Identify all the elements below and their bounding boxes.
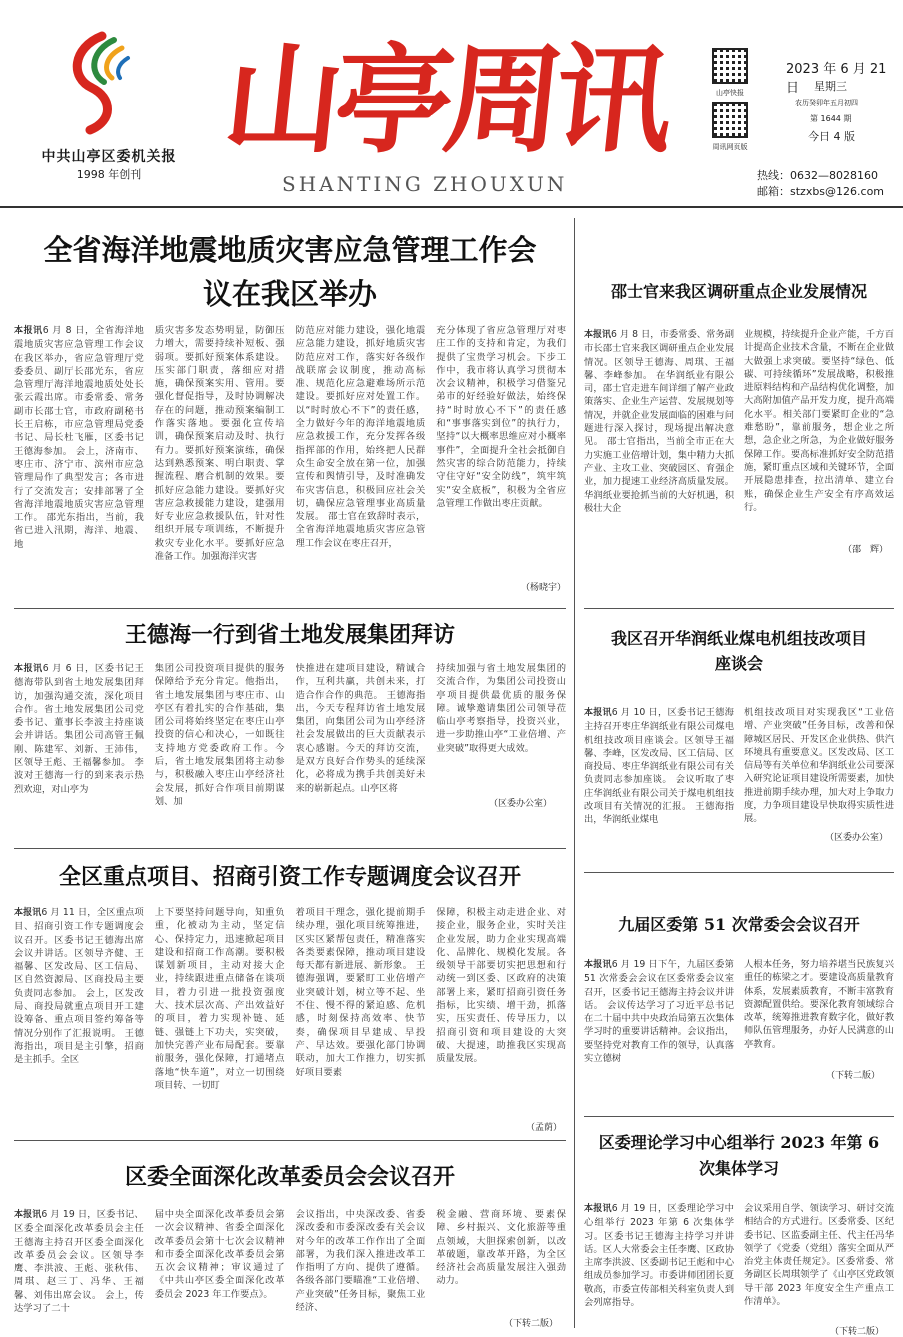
article-headline[interactable]: 区委全面深化改革委员会会议召开 [124,1164,455,1190]
page-count: 今日 4 版 [808,130,855,143]
article-a3 [14,860,566,1133]
article-divider [584,608,894,609]
article-text: 届中央全面深化改革委员会第一次会议精神、省委全面深化改革委员会第十七次会议精神和市委全面深化改革委员会第五次会议精神；审议通过了《中共山亭区委全面深化改革委员会 2023 年工作要点》。 [154,1209,285,1300]
article-text: 税金融、营商环境、要素保障、乡村振兴、文化旅游等重点领域，大胆探索创新，以改革破题，靠改革开路，为全区经济社会高质量发展注入强劲动力。 [436,1209,566,1287]
article-text: 6 月 19 日，区委理论学习中心组举行 2023 年第 6 次集体学习。区委书记王德海主持学习并讲话。区人大常委会主任李鹰、区政协主席李洪波、区委副书记王彪和中心组成员参加学习。市委讲师团团长夏敬高，市委宣传部相关科室负责人到会列席指导。 [584,1203,734,1309]
article-text: 着项目干理念，强化提前期手续办理，强化项目统筹推进，区实区紧帮包责任，精准落实各类要素保障，推动项目建设每天都有新进展、新形象。 王德海强调，要紧盯工业倍增产业突破计划，树立等不起、坐不住、慢不得的紧迫感、危机感，时刻保持高效率、快节奏，确保项目早建成、早投产、早达效。要强化部门协调联动，加大工作推力，切实抓好项目要素 [295,907,426,1078]
byline: 本报讯 [584,1204,612,1214]
article-headline[interactable]: 王德海一行到省土地发展集团拜访 [124,622,455,648]
column-divider [574,218,575,1328]
article-divider [14,848,566,849]
byline: 本报讯 [584,330,612,340]
byline: 本报讯 [14,664,43,674]
article-a2 [14,618,566,809]
article-b4 [584,1130,894,1337]
article-text: 6 月 6 日，区委书记王德海带队到省土地发展集团拜访，加强沟通交流，深化项目合作。省土地发展集团公司党委书记、董事长李波主持座谈会并讲话。集团公司高管王佩刚、陈建军、刘新、王沛伟，区领导王彪、王福馨参加。 李波对王德海一行的到来表示热烈欢迎，对山亭为 [14,663,144,795]
article-text: 快推进在建项目建设，精诚合作，互利共赢，共创未来，打造合作合作的典范。 王德海指出，今天专程拜访省土地发展集团，向集团公司为山亭经济社会发展做出的巨大贡献表示衷心感谢。今天的拜访交流，是双方良好合作势头的延续深化，必将成为携手共创美好未来的崭新起点。山亭区将 [295,663,426,794]
masthead-divider [0,206,903,208]
article-headline[interactable]: 议在我区举办 [202,277,377,311]
lunar-date: 农历癸卯年五月初四 [795,99,858,107]
article-headline[interactable]: 九届区委第 51 次常委会会议召开 [618,915,860,934]
article-text: 机组技改项目对实现我区“工业倍增、产业突破”任务目标，改善和保障城区居民、开发区企业供热、供汽环境具有重要意义。区发改局、区工信局等有关单位和华润纸业公司要深入研究论证项目建设所需要素，加快推进前期手续办理，加大对上争取力度，力争项目建设早快取得实质性进展。 [744,707,894,825]
byline: 本报讯 [14,1210,42,1220]
qr-caption: 山亭快报 [716,89,744,97]
article-divider [584,872,894,873]
article-divider [14,608,566,609]
article-text: 人根本任务，努力培养堪当民族复兴重任的栋梁之才。要建设高质量教育体系，发展素质教育，不断丰富教育资源配置供给。要深化教育领域综合改革，统筹推进教育数字化，做好教师队伍管理服务，办好人民满意的山亭教育。 [744,959,894,1050]
founded-label: 1998 年创刊 [76,168,142,181]
article-text: 6 月 11 日，全区重点项目、招商引资工作专题调度会议召开。区委书记王德海出席会议并讲话。区领导齐健、王福馨、区发改局、区工信局、区自然资源局、区商投局主要负责同志参加。 会上，区发改局、商投局就重点项目开工建设筹备、重点项目签约筹备等情况分别作了汇报说明。 王德海指出，项目是主引擎，招商是主抓手。全区 [14,907,144,1066]
article-text: 持续加强与省土地发展集团的交流合作，为集团公司投资山亭项目提供最优质的服务保障。诚挚邀请集团公司领导莅临山亭考察指导，投资兴业，进一步助推山亭“工业倍增、产业突破”取得更大成效。 [436,663,566,754]
article-headline[interactable]: 区委理论学习中心组举行 2023 年第 6 [598,1133,880,1152]
party-logo-icon [62,28,142,136]
article-headline[interactable]: 次集体学习 [698,1159,779,1178]
qr-code-icon[interactable] [712,48,748,84]
article-author: （区委办公室） [824,833,888,843]
article-author: （邵 辉） [842,545,888,555]
article-author: （区委办公室） [488,799,552,809]
article-text: 6 月 19 日下午，九届区委第 51 次常委会会议在区委常委会议室召开，区委书记王德海主持会议并讲话。 会议传达学习了习近平总书记在二十届中共中央政治局第五次集体学习时的重要讲话精神。会议指出，要坚持党对教育工作的领导，认真落实立德树 [584,959,734,1065]
article-headline[interactable]: 我区召开华润纸业煤电机组技改项目 [610,629,867,648]
article-author: （孟荫） [525,1123,562,1133]
article-text: 防范应对能力建设，强化地震应急能力建设，抓好地质灾害防范应对工作，落实好各级作战联席会议制度，推动高标准、规范化应急避难场所示范建设。要抓好应对处置工作。以“时时放心不下”的责任感，全力做好今年的海洋地震地质应急救援工作，充分发挥各级指挥部的作用，始终把人民群众生命安全放在第一位，加强宣传和舆情引导，及时准确发布灾害信息，积极回应社会关切，确保应急管理事业高质量发展。 邵士官在致辞时表示，全省海洋地震地质灾害应急管理工作会议在枣庄召开， [295,325,426,549]
issue-date: 2023 年 6 月 21 日 [786,62,887,96]
article-text: 会议指出，中央深改委、省委深改委和市委深改委有关会议对今年的改革工作作出了全面部署，为我们深入推进改革工作指明了方向、提供了遵循。各级各部门要瞄准“工业倍增、产业突破”任务目标，聚焦工业经济、 [295,1209,426,1314]
article-author: （下转二版） [503,1319,558,1329]
qr-code-icon[interactable] [712,102,748,138]
party-organ-label: 中共山亭区委机关报 [41,149,177,165]
byline: 本报讯 [14,908,42,918]
article-a4 [14,1160,566,1329]
article-headline[interactable]: 座谈会 [714,654,763,673]
article-b3 [584,912,894,1081]
article-author: （杨晓宇） [520,583,566,593]
article-b2 [584,626,894,843]
article-text: 6 月 8 日，市委常委、常务副市长邵士官来我区调研重点企业发展情况。区领导王德海、周琪、王福馨、李峰参加。 在华润纸业有限公司，邵士官走进车间详细了解产业政策落实、企业生产运营、发展规划等情况，并就企业发展面临的困难与问题进行深入探讨，现场提出解决意见。 邵士官指出，当前全市正在大力实施工业倍增计划，集中精力大抓产业、主攻工业、突破园区、育强企业，加力提速工业经济高质量发展。华润纸业要抢抓当前的大好机遇，积极壮大企 [584,329,734,514]
article-headline[interactable]: 邵士官来我区调研重点企业发展情况 [610,282,867,301]
article-divider [14,1140,566,1141]
issue-weekday: 星期三 [814,80,847,93]
article-text: 充分体现了省应急管理厅对枣庄工作的支持和肯定，为我们提供了宝贵学习机会。下步工作中，我市将认真学习贯彻本次会议精神，积极学习借鉴兄弟市的好经验好做法，始终保持“时时放心不下”的责任感和“事事落实到位”的执行力，坚持“以大概率思维应对小概率事件”，全面提升全社会抵御自然灾害的综合防范能力，持续守住守好“安全防线”，筑牢筑实“安全底板”，积极为全省应急管理工作做出枣庄贡献。 [436,325,566,509]
article-text: 集团公司投资项目提供的服务保障给予充分肯定。他指出，省土地发展集团与枣庄市、山亭区有着扎实的合作基础，集团公司将始终坚定在枣庄山亭投资的信心和决心，一如既往支持地方党委政府工作。今后，省土地发展集团将主动参与，积极融入枣庄山亭经济社会发展，抓好合作项目前期谋划、加 [154,663,285,807]
byline: 本报讯 [14,326,43,336]
newspaper-pinyin: SHANTING ZHOUXUN [282,172,568,196]
article-text: 质灾害多发态势明显，防御压力增大，需要持续补短板、强弱项。要抓好预案体系建设。压实部门职责，落细应对措施，确保预案实用、管用。要强化督促指导，及时协调解决存在的问题，推动预案编制工作落实落地。要强化宣传培训，确保预案启动及时、执行有力。要抓好预案演练，确保达到熟悉预案、明白职责、掌握流程、磨合机制的效果。要抓好应急能力建设。要抓好灾害应急救援能力建设，建强用好专业应急救援队伍，针对性组织开展专项训练，不断提升救灾专业化水平。要抓好应急准备工作。加强海洋灾害 [154,325,285,563]
article-author: （下转二版） [829,1327,884,1337]
article-headline[interactable]: 全区重点项目、招商引资工作专题调度会议召开 [58,864,521,890]
article-text: 6 月 10 日，区委书记王德海主持召开枣庄华润纸业有限公司煤电机组技改项目座谈会。区领导王福馨、李峰，区发改局、区工信局、区商投局、枣庄华润纸业有限公司有关负责同志参加座谈。 会议听取了枣庄华润纸业有限公司关于煤电机组技改项目有关情况的汇报。 王德海指出，华润纸业煤电 [584,707,734,826]
email: 邮箱：stzxbs@126.com [757,185,885,198]
newspaper-title: 山亭周讯 [217,30,673,169]
byline: 本报讯 [584,708,612,718]
article-author: （下转二版） [825,1071,880,1081]
article-headline[interactable]: 全省海洋地震地质灾害应急管理工作会 [43,233,537,267]
article-text: 保障，积极主动走进企业、对接企业，服务企业，实时关注企业发展，助力企业实现高端化、品牌化、规模化发展。各级领导干部要切实把思想和行动统一到区委、区政府的决策部署上来，紧盯招商引资任务指标，比实绩、增干劲，抓落实，压实责任、传导压力，以招商引资和项目建设的大突破、大提速，助推我区实现高质量发展。 [436,907,566,1065]
article-divider [584,1116,894,1117]
article-text: 6 月 8 日，全省海洋地震地质灾害应急管理工作会议在我区举办，省应急管理厅党委委员、副厅长邵光东，省应急管理厅海洋地震地质处处长张云霞出席。市委常委、常务副市长邵士官，市政府副秘书长王启栋，市应急管理局党委书记、局长杜飞雁，区委书记王德海参加。 会上，济南市、枣庄市、济宁市、滨州市应急管理局作了典型发言；各市进行了交流发言；安排部署了全省海洋地震地质灾害应急管理工作。 邵光东指出，当前，我省已进入汛期，海洋、地震、地 [14,325,144,550]
article-b1 [584,278,894,555]
article-a1 [14,228,566,593]
qr-caption: 周讯网页版 [712,143,748,151]
hotline: 热线：0632—8028160 [757,169,878,182]
article-text: 业规模，持续提升企业产能，千方百计提高企业技术含量，不断在企业做大做强上求突破。要坚持“绿色、低碳、可持续循环”发展战略，积极推进原料结构和产品结构优化调整，加大高附加值产品开发力度，提升高端化水平。相关部门要紧盯企业的“急难愁盼”，靠前服务，想企业之所想，急企业之所急，为企业做好服务保障工作。要高标准抓好安全防范措施，紧盯重点区域和关键环节，全面开展隐患排查，拉出清单、建立台账，确保企业生产安全有序高效运行。 [744,329,894,513]
article-text: 上下要坚持问题导向，知重负重，化被动为主动，坚定信心、保持定力，迅速掀起项目建设和招商工作高潮。要积极谋划新项目，主动对接大企业，持续跟进重点储备在谈项目，着力引进一批投资强度大、技术层次高、产出效益好的项目，着力实现补链、延链、强链上下功夫，实突破，加快完善产业布局配套。要靠前服务，强化保障，打通堵点落地“快车道”，对立一切围绕项目转、一切盯 [154,907,285,1091]
byline: 本报讯 [584,960,612,970]
issue-number: 第 1644 期 [810,114,852,123]
article-text: 6 月 19 日，区委书记、区委全面深化改革委员会主任王德海主持召开区委全面深化改革委员会会议。区领导李鹰、李洪波、王彪、张秋伟、周琪、赵三丁、冯华、王福馨、刘伟出席会议。 会上，传达学习了二十 [14,1209,144,1315]
article-text: 会议采用自学、领读学习、研讨交流相结合的方式进行。区委常委、区纪委书记、区监委副主任、代主任冯华领学了《党委（党组）落实全面从严治党主体责任规定》。区委常委、常务副区长周琪领学了《山亭区党政领导干部 2023 年度安全生产重点工作清单》。 [744,1203,894,1308]
